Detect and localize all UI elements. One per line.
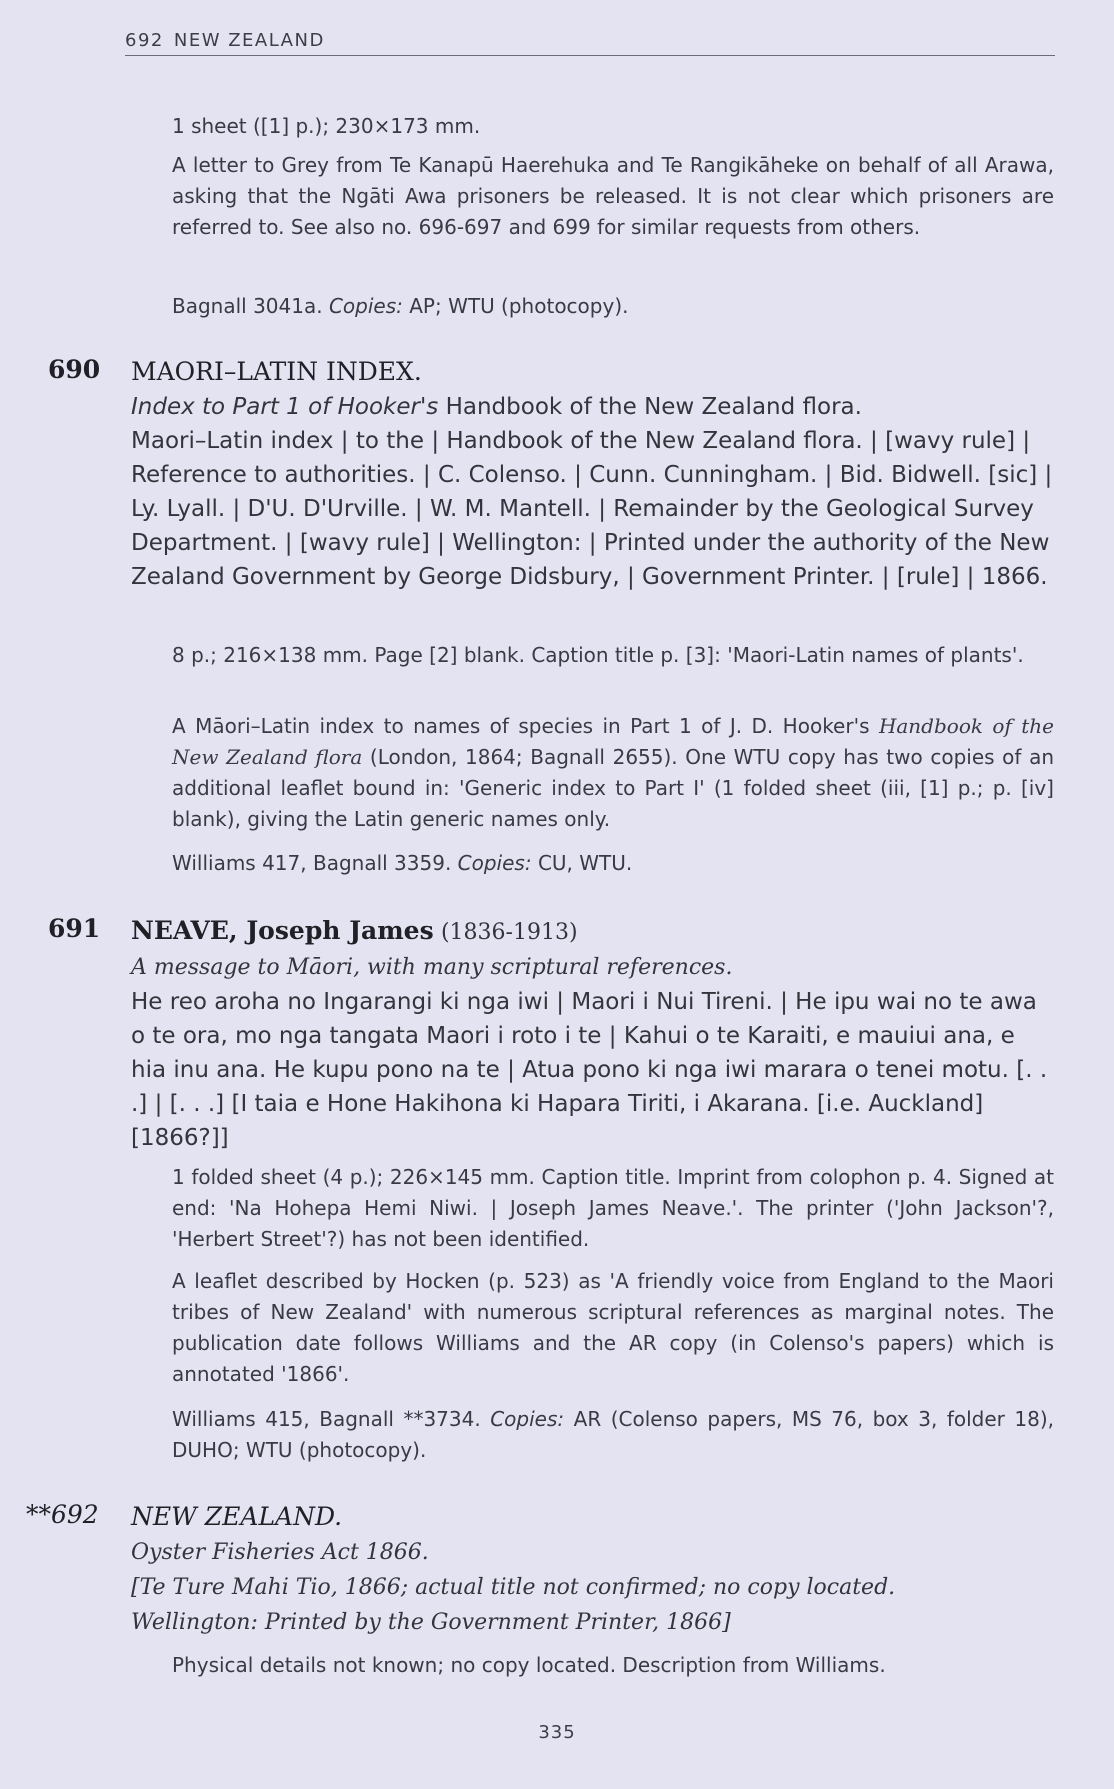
entry-physical: 1 folded sheet (4 p.); 226×145 mm. Caption title. Imprint from colophon p. 4. Signed at end: 'Na Hohepa Hemi Niwi. | Joseph James Neave.'. The printer ('John Jackson'?, 'Herbert Street'?) has not been identified. — [172, 1165, 1054, 1251]
entry-copies: AR (Colenso papers, MS 76, box 3, folder 18), DUHO; WTU (photocopy). — [172, 1407, 1055, 1462]
entry-copies-label: Copies: — [490, 1407, 565, 1431]
entry-conjectural-imprint: Wellington: Printed by the Government Printer, 1866] — [131, 1610, 731, 1635]
entry-transcription: Maori–Latin index | to the | Handbook of the New Zealand flora. | [wavy rule] | Reference to authorities. | C. Colenso. | Cunn. Cunningham. | Bid. Bidwell. [sic] | Ly. Lyall. | D'U. D'Urville. | W. M. Mantell. | Remainder by the Geological Survey Department. | [wavy rule] | Wellington: | Printed under the authority of the New Zealand Government by George Didsbury, | Government Printer. | [rule] | 1866. — [131, 428, 1053, 590]
entry-number: **692 — [26, 1500, 99, 1529]
entry-heading: MAORI–LATIN INDEX. — [131, 357, 422, 386]
entry-physical: Physical details not known; no copy located. Description from Williams. — [172, 1653, 886, 1677]
page-number: 335 — [538, 1722, 576, 1743]
carryover-description: A letter to Grey from Te Kanapū Haerehuka and Te Rangikāheke on behalf of all Arawa, asking that the Ngāti Awa prisoners be released. It is not clear which prisoners are referred to. See also no. 696-697 and 699 for similar requests from others. — [172, 153, 1054, 239]
entry-description-text: A Māori–Latin index to names of species in Part 1 of J. D. Hooker's — [172, 714, 870, 738]
entry-references — [172, 1404, 1054, 1466]
entry-691-head — [131, 914, 1056, 1155]
carryover-physical: 1 sheet ([1] p.); 230×173 mm. — [172, 114, 481, 138]
entry-conjectural-title: [Te Ture Mahi Tio, 1866; actual title not confirmed; no copy located. — [131, 1575, 896, 1600]
entry-physical: 8 p.; 216×138 mm. Page [2] blank. Caption title p. [3]: 'Maori-Latin names of plants'. — [172, 643, 1024, 667]
entry-title-italic: A message to Māori, with many scriptural references. — [131, 955, 733, 980]
entry-690-head — [131, 355, 1056, 594]
entry-description — [172, 711, 1054, 835]
running-head — [125, 30, 1055, 56]
entry-title-italic: Index to Part 1 of Hooker's — [131, 394, 439, 420]
running-head-title: NEW ZEALAND — [173, 30, 325, 51]
running-head-page: 692 — [125, 30, 164, 51]
carryover-copies-label: Copies: — [328, 294, 403, 318]
entry-dates: (1836-1913) — [440, 920, 578, 945]
carryover-refs: Bagnall 3041a. — [172, 294, 323, 318]
entry-692-head — [131, 1500, 1056, 1640]
entry-number: 690 — [48, 355, 101, 384]
entry-transcription: He reo aroha no Ingarangi ki nga iwi | Maori i Nui Tireni. | He ipu wai no te awa o te ora, mo nga tangata Maori i roto i te | Kahui o te Karaiti, e mauiui ana, e hia inu ana. He kupu pono na te | Atua pono ki nga iwi marara o tenei motu. [. . .] | [. . .] [I taia e Hone Hakihona ki Hapara Tiriti, i Akarana. [i.e. Auckland] [1866?]] — [131, 989, 1048, 1151]
entry-description-italic: Handbook of the New Zealand flora — [172, 714, 1055, 769]
entry-title-italic: Oyster Fisheries Act 1866. — [131, 1540, 429, 1565]
entry-copies: CU, WTU. — [537, 851, 633, 875]
entry-heading: NEAVE, Joseph James — [131, 916, 434, 945]
entry-description-text-2: (London, 1864; Bagnall 2655). One WTU copy has two copies of an additional leaflet bound in: 'Generic index to Part I' (1 folded sheet (iii, [1] p.; p. [iv] blank), giving the Latin generic names only. — [172, 745, 1055, 831]
entry-refs: Williams 415, Bagnall **3734. — [172, 1407, 481, 1431]
entry-references — [172, 848, 1054, 879]
entry-description: A leaflet described by Hocken (p. 523) as 'A friendly voice from England to the Maori tribes of New Zealand' with numerous scriptural references as marginal notes. The publication date follows Williams and the AR copy (in Colenso's papers) which is annotated '1866'. — [172, 1269, 1054, 1386]
entry-number: 691 — [48, 914, 101, 943]
entry-copies-label: Copies: — [457, 851, 532, 875]
entry-title: Handbook of the New Zealand flora. — [445, 394, 862, 420]
entry-refs: Williams 417, Bagnall 3359. — [172, 851, 452, 875]
carryover-copies: AP; WTU (photocopy). — [409, 294, 629, 318]
carryover-references — [172, 291, 1054, 322]
entry-heading: NEW ZEALAND. — [131, 1502, 343, 1531]
